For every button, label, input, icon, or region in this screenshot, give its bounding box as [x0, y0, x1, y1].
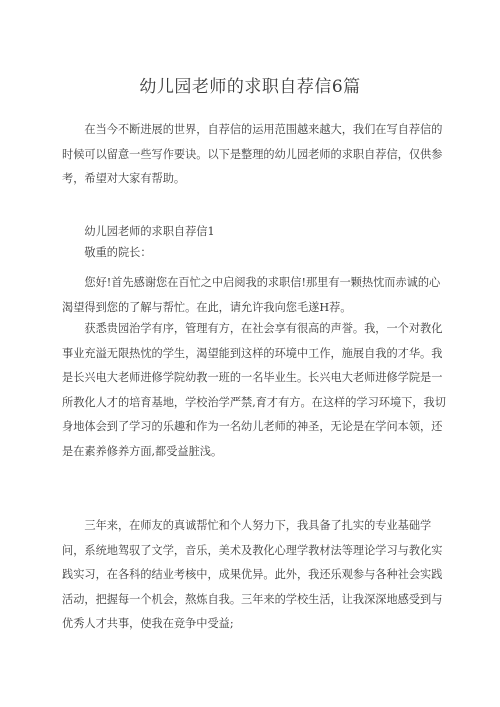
document-title: 幼儿园老师的求职自荐信6篇: [139, 77, 361, 97]
body-paragraph: 三年来，在师友的真诚帮忙和个人努力下，我具备了扎实的专业基础学问，系统地驾驭了文学，音乐，美术及教化心理学教材法等理论学习与教化实践实习，在各科的结业考核中，成果优异。此外，我还乐观参与各种社会实践活动，把握每一个机会，熬炼自我。三年来的学校生活，让我深深地感受到与优秀人才共事，使我在竞争中受益;: [62, 519, 443, 630]
letter-heading: 幼儿园老师的求职自荐信1: [84, 225, 215, 238]
salutation: 敬重的院长：: [84, 246, 152, 259]
intro-paragraph: 在当今不断进展的世界，自荐信的运用范围越来越大，我们在写自荐信的时候可以留意一些写作要诀。以下是整理的幼儿园老师的求职自荐信，仅供参考，希望对大家有帮助。: [62, 123, 443, 185]
body-paragraph: 获悉贵园治学有序，管理有方，在社会享有很高的声誉。我，一个对教化事业充溢无限热忱的学生，渴望能到这样的环境中工作，施展自我的才华。我是长兴电大老师进修学院幼教一班的一名毕业生。长兴电大老师进修学院是一所教化人才的培育基地，学校治学严禁,育才有方。在这样的学习环境下，我切身地体会到了学习的乐趣和作为一名幼儿老师的神圣，无论是在学问本领，还是在素养修养方面,都受益脏浅。: [62, 322, 446, 458]
body-paragraph: 您好!首先感谢您在百忙之中启阅我的求职信!那里有一颗热忱而赤诚的心渴望得到您的了解与帮忙。在此，请允许我向您毛遂H荐。: [62, 276, 441, 314]
